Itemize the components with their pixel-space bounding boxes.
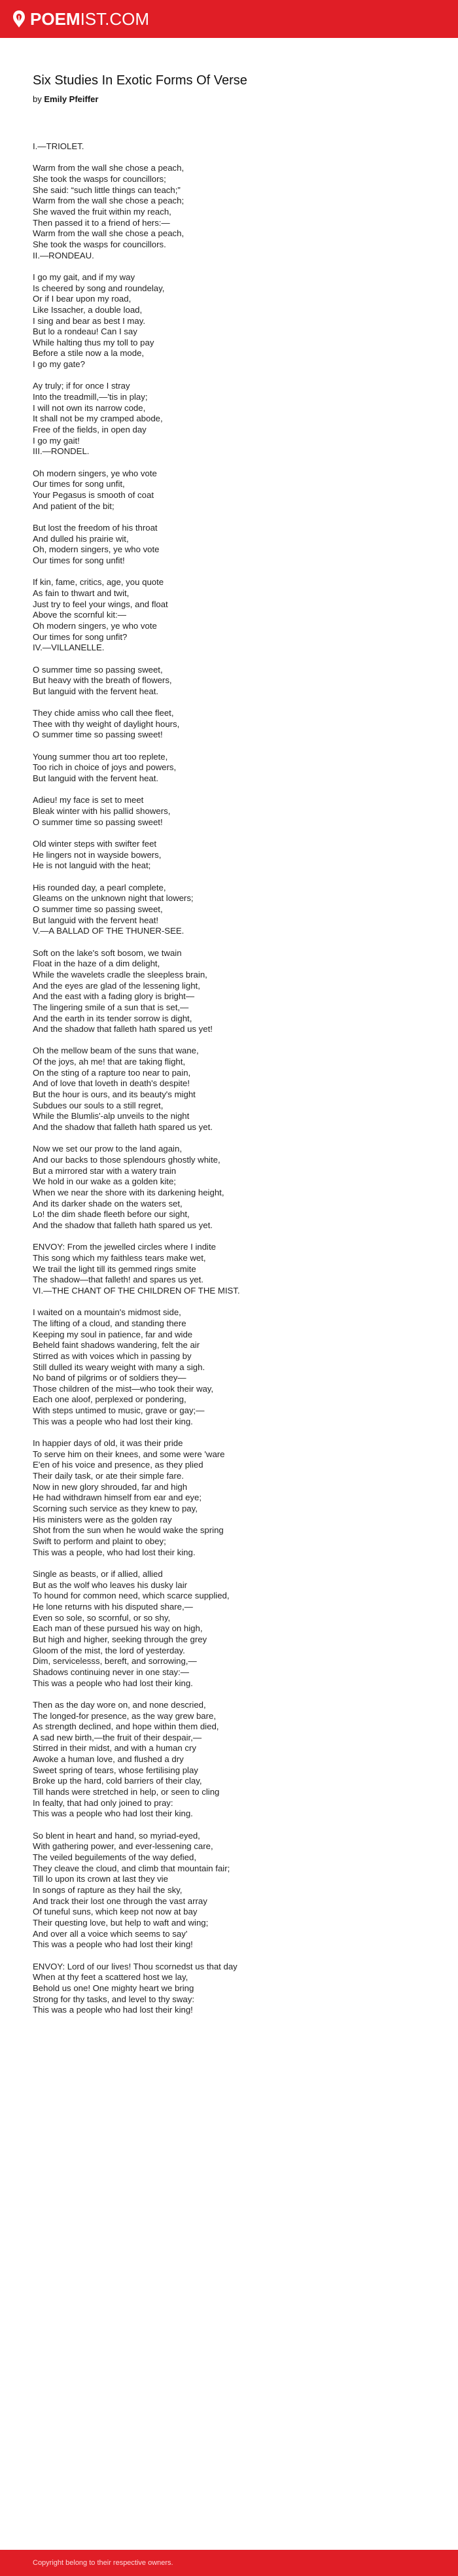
poem-line: She said: “such little things can teach;” <box>33 185 181 195</box>
poem-line: Warm from the wall she chose a peach, <box>33 163 185 173</box>
stanza-break <box>33 457 438 468</box>
poem-line: Warm from the wall she chose a peach; <box>33 196 185 206</box>
poem-line: As strength declined, and hope within them died, <box>33 1721 219 1732</box>
poem-line: Shadows continuing never in one stay:— <box>33 1667 189 1677</box>
poem-line: To hound for common need, which scarce supplied, <box>33 1591 230 1601</box>
poem-line: Lo! the dim shade fleeth before our sight, <box>33 1209 190 1220</box>
poem-line: Awoke a human love, and flushed a dry <box>33 1754 184 1765</box>
poem-line: Just try to feel your wings, and float <box>33 599 168 609</box>
poem-line: But heavy with the breath of flowers, <box>33 675 172 686</box>
poem-line: In songs of rapture as they hail the sky, <box>33 1885 183 1895</box>
poem-line: ENVOY: Lord of our lives! Thou scornedst us that day <box>33 1961 238 1971</box>
poem-line: O summer time so passing sweet! <box>33 817 163 827</box>
poem-line: And track their lost one through the vast array <box>33 1896 207 1906</box>
poem-line: Our times for song unfit, <box>33 479 125 489</box>
poem-line: But languid with the fervent heat. <box>33 686 159 696</box>
poem-line: Is cheered by song and roundelay, <box>33 283 165 293</box>
poem-line: And our backs to those splendours ghostly white, <box>33 1155 220 1165</box>
poem-line: The shadow—that falleth! and spares us yet. <box>33 1275 203 1285</box>
poem-line: We hold in our wake as a golden kite; <box>33 1176 176 1187</box>
poem-line: With gathering power, and ever-lessening care, <box>33 1841 213 1852</box>
poem-line: Sweet spring of tears, whose fertilising play <box>33 1765 198 1775</box>
poem-line: This song which my faithless tears make wet, <box>33 1252 206 1263</box>
poem-line: Then passed it to a friend of hers:— <box>33 217 170 228</box>
poem-line: Warm from the wall she chose a peach, <box>33 228 185 239</box>
poem-line: While halting thus my toll to pay <box>33 337 154 347</box>
poem-line: They cleave the cloud, and climb that mountain fair; <box>33 1863 230 1873</box>
poem-line: Too rich in choice of joys and powers, <box>33 762 177 773</box>
quill-icon <box>12 10 26 28</box>
poem-line: Each man of these pursued his way on high, <box>33 1623 203 1634</box>
poem-line: I.—TRIOLET. <box>33 141 84 151</box>
poem-line: Gloom of the mist, the lord of yesterday. <box>33 1645 185 1655</box>
stanza-break <box>33 1558 438 1569</box>
poem-line: Now in new glory shrouded, far and high <box>33 1481 188 1492</box>
poem-line: Gleams on the unknown night that lowers; <box>33 893 194 904</box>
copyright-text: Copyright belong to their respective owners. <box>33 2559 173 2567</box>
poem-line: While the wavelets cradle the sleepless brain, <box>33 969 207 979</box>
site-header <box>0 0 458 38</box>
poem-line: Those children of the mist—who took their way, <box>33 1383 214 1394</box>
poem-line: We trail the light till its gemmed rings smite <box>33 1263 196 1274</box>
poem-line: The veiled beguilements of the way defied, <box>33 1852 196 1863</box>
poem-line: III.—RONDEL. <box>33 446 90 457</box>
stanza-break <box>33 261 438 272</box>
poem-line: Scorning such service as they knew to pay, <box>33 1504 198 1514</box>
poem-line: The longed-for presence, as the way grew bare, <box>33 1710 217 1721</box>
poem-line: So blent in heart and hand, so myriad-eyed, <box>33 1830 200 1841</box>
poem-line: Stirred in their midst, and with a human cry <box>33 1743 196 1754</box>
poem-line: Or if I bear upon my road, <box>33 294 132 304</box>
poem-line: She took the wasps for councillors. <box>33 239 166 249</box>
poem-line: But the hour is ours, and its beauty's might <box>33 1089 196 1100</box>
stanza-break <box>33 1689 438 1700</box>
stanza-break <box>33 697 438 708</box>
poem-line: But languid with the fervent heat! <box>33 915 159 925</box>
poem-line: She waved the fruit within my reach, <box>33 206 171 217</box>
poem-line: When we near the shore with its darkening height, <box>33 1188 224 1197</box>
stanza-break <box>33 1950 438 1962</box>
poem-line: O summer time so passing sweet! <box>33 730 163 740</box>
logo-thin-text: IST.COM <box>80 9 150 29</box>
stanza-break <box>33 828 438 839</box>
stanza-break <box>33 512 438 523</box>
poem-line: Adieu! my face is set to meet <box>33 795 144 805</box>
poem-line: The lingering smile of a sun that is set,— <box>33 1002 189 1012</box>
poem-line: And of love that loveth in death's despite! <box>33 1078 190 1089</box>
poem-line: A sad new birth,—the fruit of their despair,— <box>33 1732 202 1742</box>
poem-line: VI.—THE CHANT OF THE CHILDREN OF THE MIST. <box>33 1285 240 1296</box>
stanza-break <box>33 1035 438 1046</box>
poem-line: This was a people who had lost their king! <box>33 2005 193 2015</box>
poem-title: Six Studies In Exotic Forms Of Verse <box>33 73 247 88</box>
poem-line: Strong for thy tasks, and level to thy sway: <box>33 1994 195 2004</box>
poem-line: Oh modern singers, ye who vote <box>33 468 157 478</box>
site-logo[interactable] <box>12 9 149 29</box>
poem-line: Even so sole, so scornful, or so shy, <box>33 1612 171 1623</box>
poem-line: Into the treadmill,—'tis in play; <box>33 392 148 402</box>
poem-line: I sing and bear as best I may. <box>33 315 146 326</box>
poem-line: Each one aloof, perplexed or pondering, <box>33 1394 186 1405</box>
poem-line: Float in the haze of a dim delight, <box>33 959 160 969</box>
poem-line: Oh the mellow beam of the suns that wane, <box>33 1046 199 1056</box>
site-logo-text <box>30 9 149 29</box>
poem-line: His rounded day, a pearl complete, <box>33 882 166 892</box>
stanza-break <box>33 567 438 578</box>
stanza-break <box>33 1231 438 1243</box>
poem-line: This was a people who had lost their king. <box>33 1416 193 1426</box>
poem-line: This was a people who had lost their king! <box>33 1939 193 1950</box>
poem-line: Shot from the sun when he would wake the spring <box>33 1525 224 1536</box>
poem-line: While the Blumlis'-alp unveils to the night <box>33 1111 190 1121</box>
poem-line: Now we set our prow to the land again, <box>33 1144 182 1154</box>
poem-line: IV.—VILLANELLE. <box>33 643 105 653</box>
poem-line: Swift to perform and plaint to obey; <box>33 1536 166 1546</box>
poem-line: The lifting of a cloud, and standing there <box>33 1318 186 1328</box>
poem-line: But lost the freedom of his throat <box>33 522 158 533</box>
poem-line: With steps untimed to music, grave or gay;— <box>33 1405 205 1416</box>
poem-line: Of tuneful suns, which keep not now at bay <box>33 1907 198 1917</box>
poem-line: And dulled his prairie wit, <box>33 533 129 544</box>
poem-line: It shall not be my cramped abode, <box>33 414 163 424</box>
poem-line: To serve him on their knees, and some were 'ware <box>33 1449 225 1459</box>
poem-line: Till lo upon its crown at last they vie <box>33 1874 168 1884</box>
poem-line: If kin, fame, critics, age, you quote <box>33 577 164 588</box>
poem-line: O summer time so passing sweet, <box>33 664 163 675</box>
poem-line: Broke up the hard, cold barriers of their clay, <box>33 1776 202 1786</box>
poem-line: He is not languid with the heat; <box>33 860 151 871</box>
poem-line: Subdues our souls to a still regret, <box>33 1100 164 1110</box>
stanza-break <box>33 1427 438 1438</box>
poem-line: Above the scornful kit:— <box>33 610 126 620</box>
poem-line: Beheld faint shadows wandering, felt the air <box>33 1340 200 1350</box>
poem-line: As fain to thwart and twit, <box>33 588 130 598</box>
poem-line: They chide amiss who call thee fleet, <box>33 708 174 718</box>
poem-line: Of the joys, ah me! that are taking flight, <box>33 1057 186 1067</box>
poem-line: But as the wolf who leaves his dusky lair <box>33 1579 188 1590</box>
poem-line: Young summer thou art too replete, <box>33 751 168 762</box>
poem-line: I waited on a mountain's midmost side, <box>33 1307 181 1318</box>
poem-line: Free of the fields, in open day <box>33 425 147 435</box>
stanza-break <box>33 1133 438 1144</box>
poem-line: And the east with a fading glory is bright— <box>33 991 195 1002</box>
poem-line: Oh modern singers, ye who vote <box>33 620 157 631</box>
poem-line: Keeping my soul in patience, far and wide <box>33 1329 193 1339</box>
logo-bold-text: POEM <box>30 9 80 29</box>
poem-line: Dim, servicelesss, bereft, and sorrowing,— <box>33 1656 197 1667</box>
poem-line: And the eyes are glad of the lessening light, <box>33 980 200 991</box>
poem-line: She took the wasps for councillors; <box>33 173 166 184</box>
poem-line: And its darker shade on the waters set, <box>33 1198 183 1209</box>
poem-line: But languid with the fervent heat. <box>33 773 159 784</box>
poem-line: I will not own its narrow code, <box>33 402 146 413</box>
poem-line: In happier days of old, it was their pride <box>33 1438 183 1449</box>
poem-line: ENVOY: From the jewelled circles where I indite <box>33 1242 216 1252</box>
poem-line: Single as beasts, or if allied, allied <box>33 1568 163 1579</box>
poem-line: Still dulled its weary weight with many a sigh. <box>33 1362 205 1372</box>
stanza-break <box>33 1820 438 1831</box>
stanza-break <box>33 872 438 883</box>
poem-line: He lingers not in wayside bowers, <box>33 849 162 860</box>
poem-line: I go my gait! <box>33 435 80 446</box>
poem-line: He lone returns with his disputed share,— <box>33 1601 193 1612</box>
poem-line: Their questing love, but help to waft and wing; <box>33 1917 209 1928</box>
poem-line: Oh, modern singers, ye who vote <box>33 544 160 555</box>
poem-line: Our times for song unfit! <box>33 555 125 565</box>
by-label: by <box>33 94 42 104</box>
poem-line: Soft on the lake's soft bosom, we twain <box>33 947 182 958</box>
poem-line: Bleak winter with his pallid showers, <box>33 806 171 817</box>
poem-line: Then as the day wore on, and none descried, <box>33 1699 206 1710</box>
poem-line: E'en of his voice and presence, as they plied <box>33 1460 203 1470</box>
poem-line: I go my gate? <box>33 359 85 370</box>
stanza-break <box>33 1297 438 1308</box>
poem-line: Thee with thy weight of daylight hours, <box>33 718 180 729</box>
poem-line: Ay truly; if for once I stray <box>33 381 130 391</box>
stanza-break <box>33 785 438 796</box>
poem-line: Your Pegasus is smooth of coat <box>33 490 154 500</box>
poem-line: No band of pilgrims or of soldiers they— <box>33 1373 186 1383</box>
poem-line: And patient of the bit; <box>33 501 114 511</box>
poem-line: And the shadow that falleth hath spared us yet. <box>33 1220 213 1230</box>
poem-line: When at thy feet a scattered host we lay, <box>33 1972 188 1983</box>
poem-line: Old winter steps with swifter feet <box>33 839 157 849</box>
poem-line: I go my gait, and if my way <box>33 272 135 282</box>
poem-line: II.—RONDEAU. <box>33 250 94 260</box>
poem-line: Our times for song unfit? <box>33 631 128 642</box>
poem-line: Their daily task, or ate their simple fare. <box>33 1471 184 1481</box>
poem-line: Stirred as with voices which in passing by <box>33 1350 192 1361</box>
poem-line: And over all a voice which seems to say' <box>33 1928 188 1939</box>
poem-line: But a mirrored star with a watery train <box>33 1165 177 1176</box>
poem-line: And the shadow that falleth hath spared us yet. <box>33 1122 213 1133</box>
stanza-break <box>33 654 438 665</box>
poem-line: This was a people who had lost their king. <box>33 1808 193 1819</box>
poem-line: Before a stile now a la mode, <box>33 348 145 359</box>
poem-line: This was a people, who had lost their king. <box>33 1547 196 1557</box>
stanza-break <box>33 937 438 948</box>
poem-line: Behold us one! One mighty heart we bring <box>33 1983 194 1993</box>
stanza-break <box>33 152 438 164</box>
poem-line: On the sting of a rapture too near to pain, <box>33 1067 191 1078</box>
author-link[interactable]: Emily Pfeiffer <box>44 94 99 104</box>
poem-line: But lo a rondeau! Can I say <box>33 326 137 337</box>
stanza-break <box>33 741 438 752</box>
poem-byline <box>33 94 98 105</box>
poem-line: V.—A BALLAD OF THE THUNER-SEE. <box>33 926 185 936</box>
poem-line: In fealty, that had only joined to pray: <box>33 1797 173 1808</box>
site-footer <box>0 2550 458 2576</box>
stanza-break <box>33 370 438 381</box>
poem-line: And the earth in its tender sorrow is dight, <box>33 1013 192 1023</box>
poem-line: Till hands were stretched in help, or seen to cling <box>33 1787 220 1797</box>
poem-line: O summer time so passing sweet, <box>33 904 163 914</box>
poem-body <box>33 141 438 2016</box>
poem-line: But high and higher, seeking through the grey <box>33 1634 207 1644</box>
poem-line: He had withdrawn himself from ear and eye; <box>33 1492 202 1503</box>
poem-line: This was a people who had lost their king. <box>33 1678 193 1688</box>
poem-line: His ministers were as the golden ray <box>33 1514 172 1525</box>
poem-line: And the shadow that falleth hath spared us yet! <box>33 1024 213 1034</box>
poem-line: Like Issacher, a double load, <box>33 304 143 315</box>
